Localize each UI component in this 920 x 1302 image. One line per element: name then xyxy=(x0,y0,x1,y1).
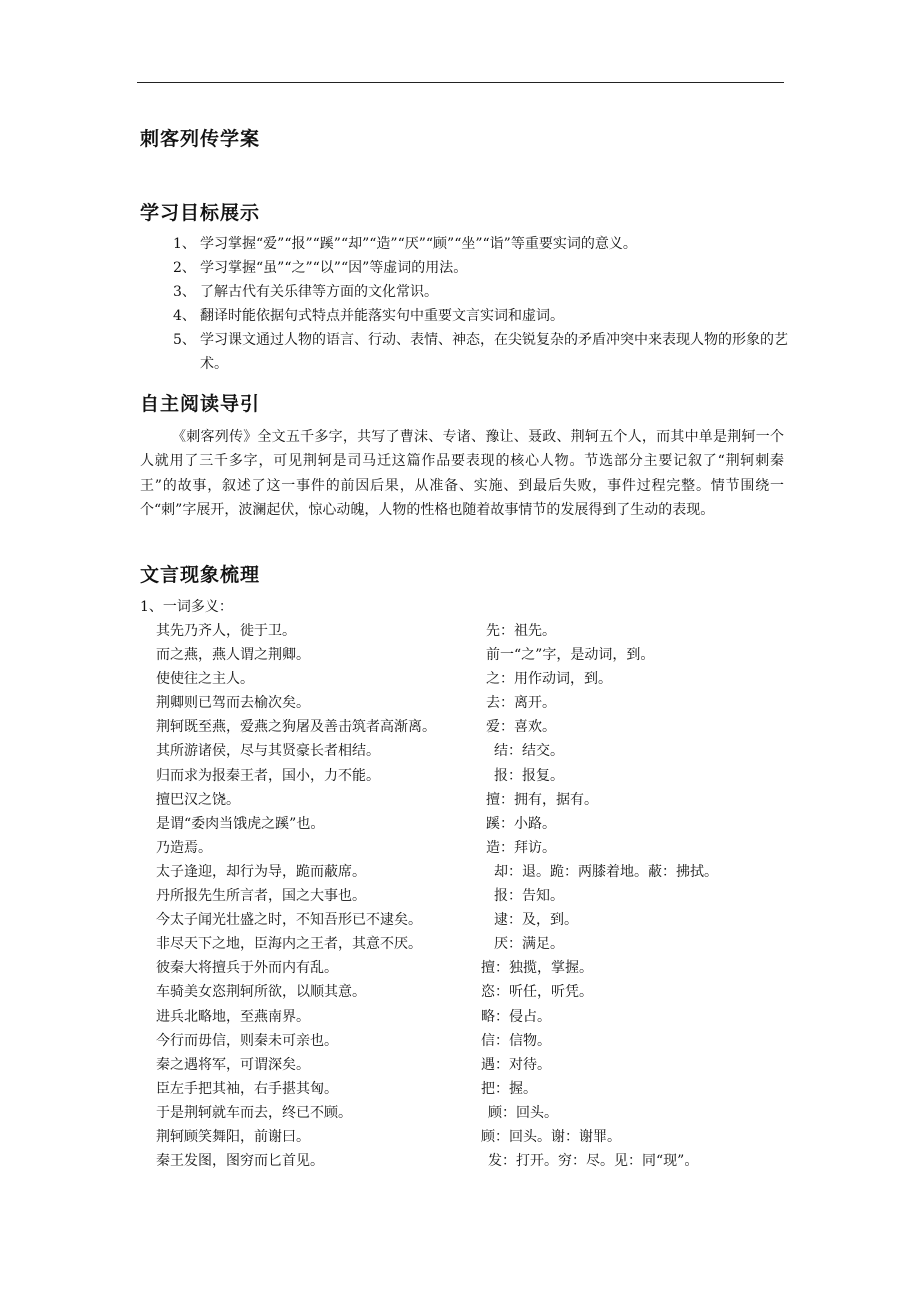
gloss: 去：离开。 xyxy=(486,695,556,712)
gloss: 造：拜访。 xyxy=(486,839,556,856)
example-sentence: 今行而毋信，则秦未可亲也。 xyxy=(156,1032,338,1049)
example-sentence: 于是荆轲就车而去，终已不顾。 xyxy=(156,1104,352,1121)
gloss: 略：侵占。 xyxy=(481,1008,551,1025)
example-sentence: 秦之遇将军，可谓深矣。 xyxy=(156,1056,310,1073)
vocab-row xyxy=(156,715,796,739)
vocab-row xyxy=(156,1149,796,1173)
goal-item: 4、 翻译时能依据句式特点并能落实句中重要文言实词和虚词。 xyxy=(173,308,564,324)
vocab-row xyxy=(156,812,796,836)
example-sentence: 归而求为报秦王者，国小，力不能。 xyxy=(156,767,380,784)
goal-item: 2、 学习掌握“虽”“之”“以”“因”等虚词的用法。 xyxy=(173,260,468,276)
gloss: 先：祖先。 xyxy=(486,623,556,639)
gloss: 报：告知。 xyxy=(494,888,564,905)
example-sentence: 其先乃齐人，徙于卫。 xyxy=(156,623,296,639)
vocab-row xyxy=(156,1101,796,1125)
gloss: 厌：满足。 xyxy=(494,936,564,953)
vocab-row xyxy=(156,643,796,667)
gloss: 结：结交。 xyxy=(494,743,564,760)
gloss: 却：退。跪：两膝着地。蔽：拂拭。 xyxy=(494,863,718,880)
gloss: 擅：独揽，掌握。 xyxy=(481,960,593,977)
gloss: 顾：回头。 xyxy=(488,1104,558,1121)
goal-item: 3、 了解古代有关乐律等方面的文化常识。 xyxy=(173,284,438,300)
gloss: 逮：及，到。 xyxy=(494,912,578,929)
goals-heading: 学习目标展示 xyxy=(140,202,261,224)
example-sentence: 是谓“委肉当饿虎之蹊”也。 xyxy=(156,815,325,832)
example-sentence: 丹所报先生所言者，国之大事也。 xyxy=(156,888,366,905)
vocab-row xyxy=(156,932,796,956)
vocab-row xyxy=(156,739,796,763)
example-sentence: 臣左手把其袖，右手揕其匈。 xyxy=(156,1080,338,1097)
example-sentence: 进兵北略地，至燕南界。 xyxy=(156,1008,310,1025)
example-sentence: 车骑美女恣荆轲所欲，以顺其意。 xyxy=(156,984,366,1001)
gloss: 恣：听任，听凭。 xyxy=(481,984,593,1001)
vocab-row xyxy=(156,788,796,812)
example-sentence: 使使往之主人。 xyxy=(156,671,254,688)
gloss: 前一“之”字，是动词，到。 xyxy=(486,647,655,664)
polysemy-subheading: 1、一词多义： xyxy=(140,599,233,615)
vocab-row xyxy=(156,1125,796,1149)
vocab-row xyxy=(156,836,796,860)
example-sentence: 秦王发图，图穷而匕首见。 xyxy=(156,1153,324,1170)
example-sentence: 其所游诸侯，尽与其贤豪长者相结。 xyxy=(156,743,380,760)
example-sentence: 荆轲既至燕，爱燕之狗屠及善击筑者高渐离。 xyxy=(156,719,436,736)
vocab-row xyxy=(156,1005,796,1029)
vocab-row xyxy=(156,691,796,715)
vocab-row xyxy=(156,860,796,884)
document-title: 刺客列传学案 xyxy=(140,128,261,150)
example-sentence: 荆轲顾笑舞阳，前谢曰。 xyxy=(156,1128,310,1145)
polysemy-table xyxy=(156,619,796,1173)
vocab-row xyxy=(156,1077,796,1101)
vocab-row xyxy=(156,667,796,691)
example-sentence: 彼秦大将擅兵于外而内有乱。 xyxy=(156,960,338,977)
goal-item: 5、 学习课文通过人物的语言、行动、表情、神态，在尖锐复杂的矛盾冲突中来表现人物的形象的艺术。 xyxy=(173,332,788,372)
vocab-row xyxy=(156,1029,796,1053)
example-sentence: 太子逢迎，却行为导，跪而蔽席。 xyxy=(156,863,366,880)
reading-paragraph: 《刺客列传》全文五千多字，共写了曹沫、专诸、豫让、聂政、荆轲五个人，而其中单是荆轲一个人就用了三千多字，可见荆轲是司马迁这篇作品要表现的核心人物。节选部分主要记叙了“荆轲刺秦王”的故事，叙述了这一事件的前因后果，从准备、实施、到最后失败，事件过程完整。情节围绕一个“刺”字展开，波澜起伏，惊心动魄，人物的性格也随着故事情节的发展得到了生动的表现。 xyxy=(140,429,784,519)
gloss: 擅：拥有，据有。 xyxy=(486,791,598,808)
vocab-row xyxy=(156,764,796,788)
example-sentence: 今太子闻光壮盛之时，不知吾形已不逮矣。 xyxy=(156,912,422,929)
gloss: 报：报复。 xyxy=(494,767,564,784)
vocab-row xyxy=(156,1053,796,1077)
example-sentence: 乃造焉。 xyxy=(156,839,212,856)
gloss: 发：打开。穷：尽。见：同“现”。 xyxy=(488,1153,699,1170)
vocab-row xyxy=(156,980,796,1004)
vocab-row xyxy=(156,619,796,643)
gloss: 之：用作动词，到。 xyxy=(486,671,612,688)
example-sentence: 非尽天下之地，臣海内之王者，其意不厌。 xyxy=(156,936,422,953)
vocab-row xyxy=(156,908,796,932)
vocab-row xyxy=(156,956,796,980)
vocab-row xyxy=(156,884,796,908)
goal-item: 1、 学习掌握“爱”“报”“蹊”“却”“造”“厌”“顾”“坐”“诣”等重要实词的意义。 xyxy=(173,236,637,252)
gloss: 信：信物。 xyxy=(481,1032,551,1049)
gloss: 蹊：小路。 xyxy=(486,815,556,832)
example-sentence: 擅巴汉之饶。 xyxy=(156,791,240,808)
phenomena-heading: 文言现象梳理 xyxy=(140,564,261,586)
header-rule xyxy=(137,82,784,83)
gloss: 把：握。 xyxy=(481,1080,537,1097)
gloss: 遇：对待。 xyxy=(481,1056,551,1073)
reading-heading: 自主阅读导引 xyxy=(140,393,261,415)
gloss: 爱：喜欢。 xyxy=(486,719,556,736)
example-sentence: 而之燕，燕人谓之荆卿。 xyxy=(156,647,310,664)
example-sentence: 荆卿则已驾而去榆次矣。 xyxy=(156,695,310,712)
goals-list xyxy=(173,232,788,376)
gloss: 顾：回头。谢：谢罪。 xyxy=(481,1128,621,1145)
